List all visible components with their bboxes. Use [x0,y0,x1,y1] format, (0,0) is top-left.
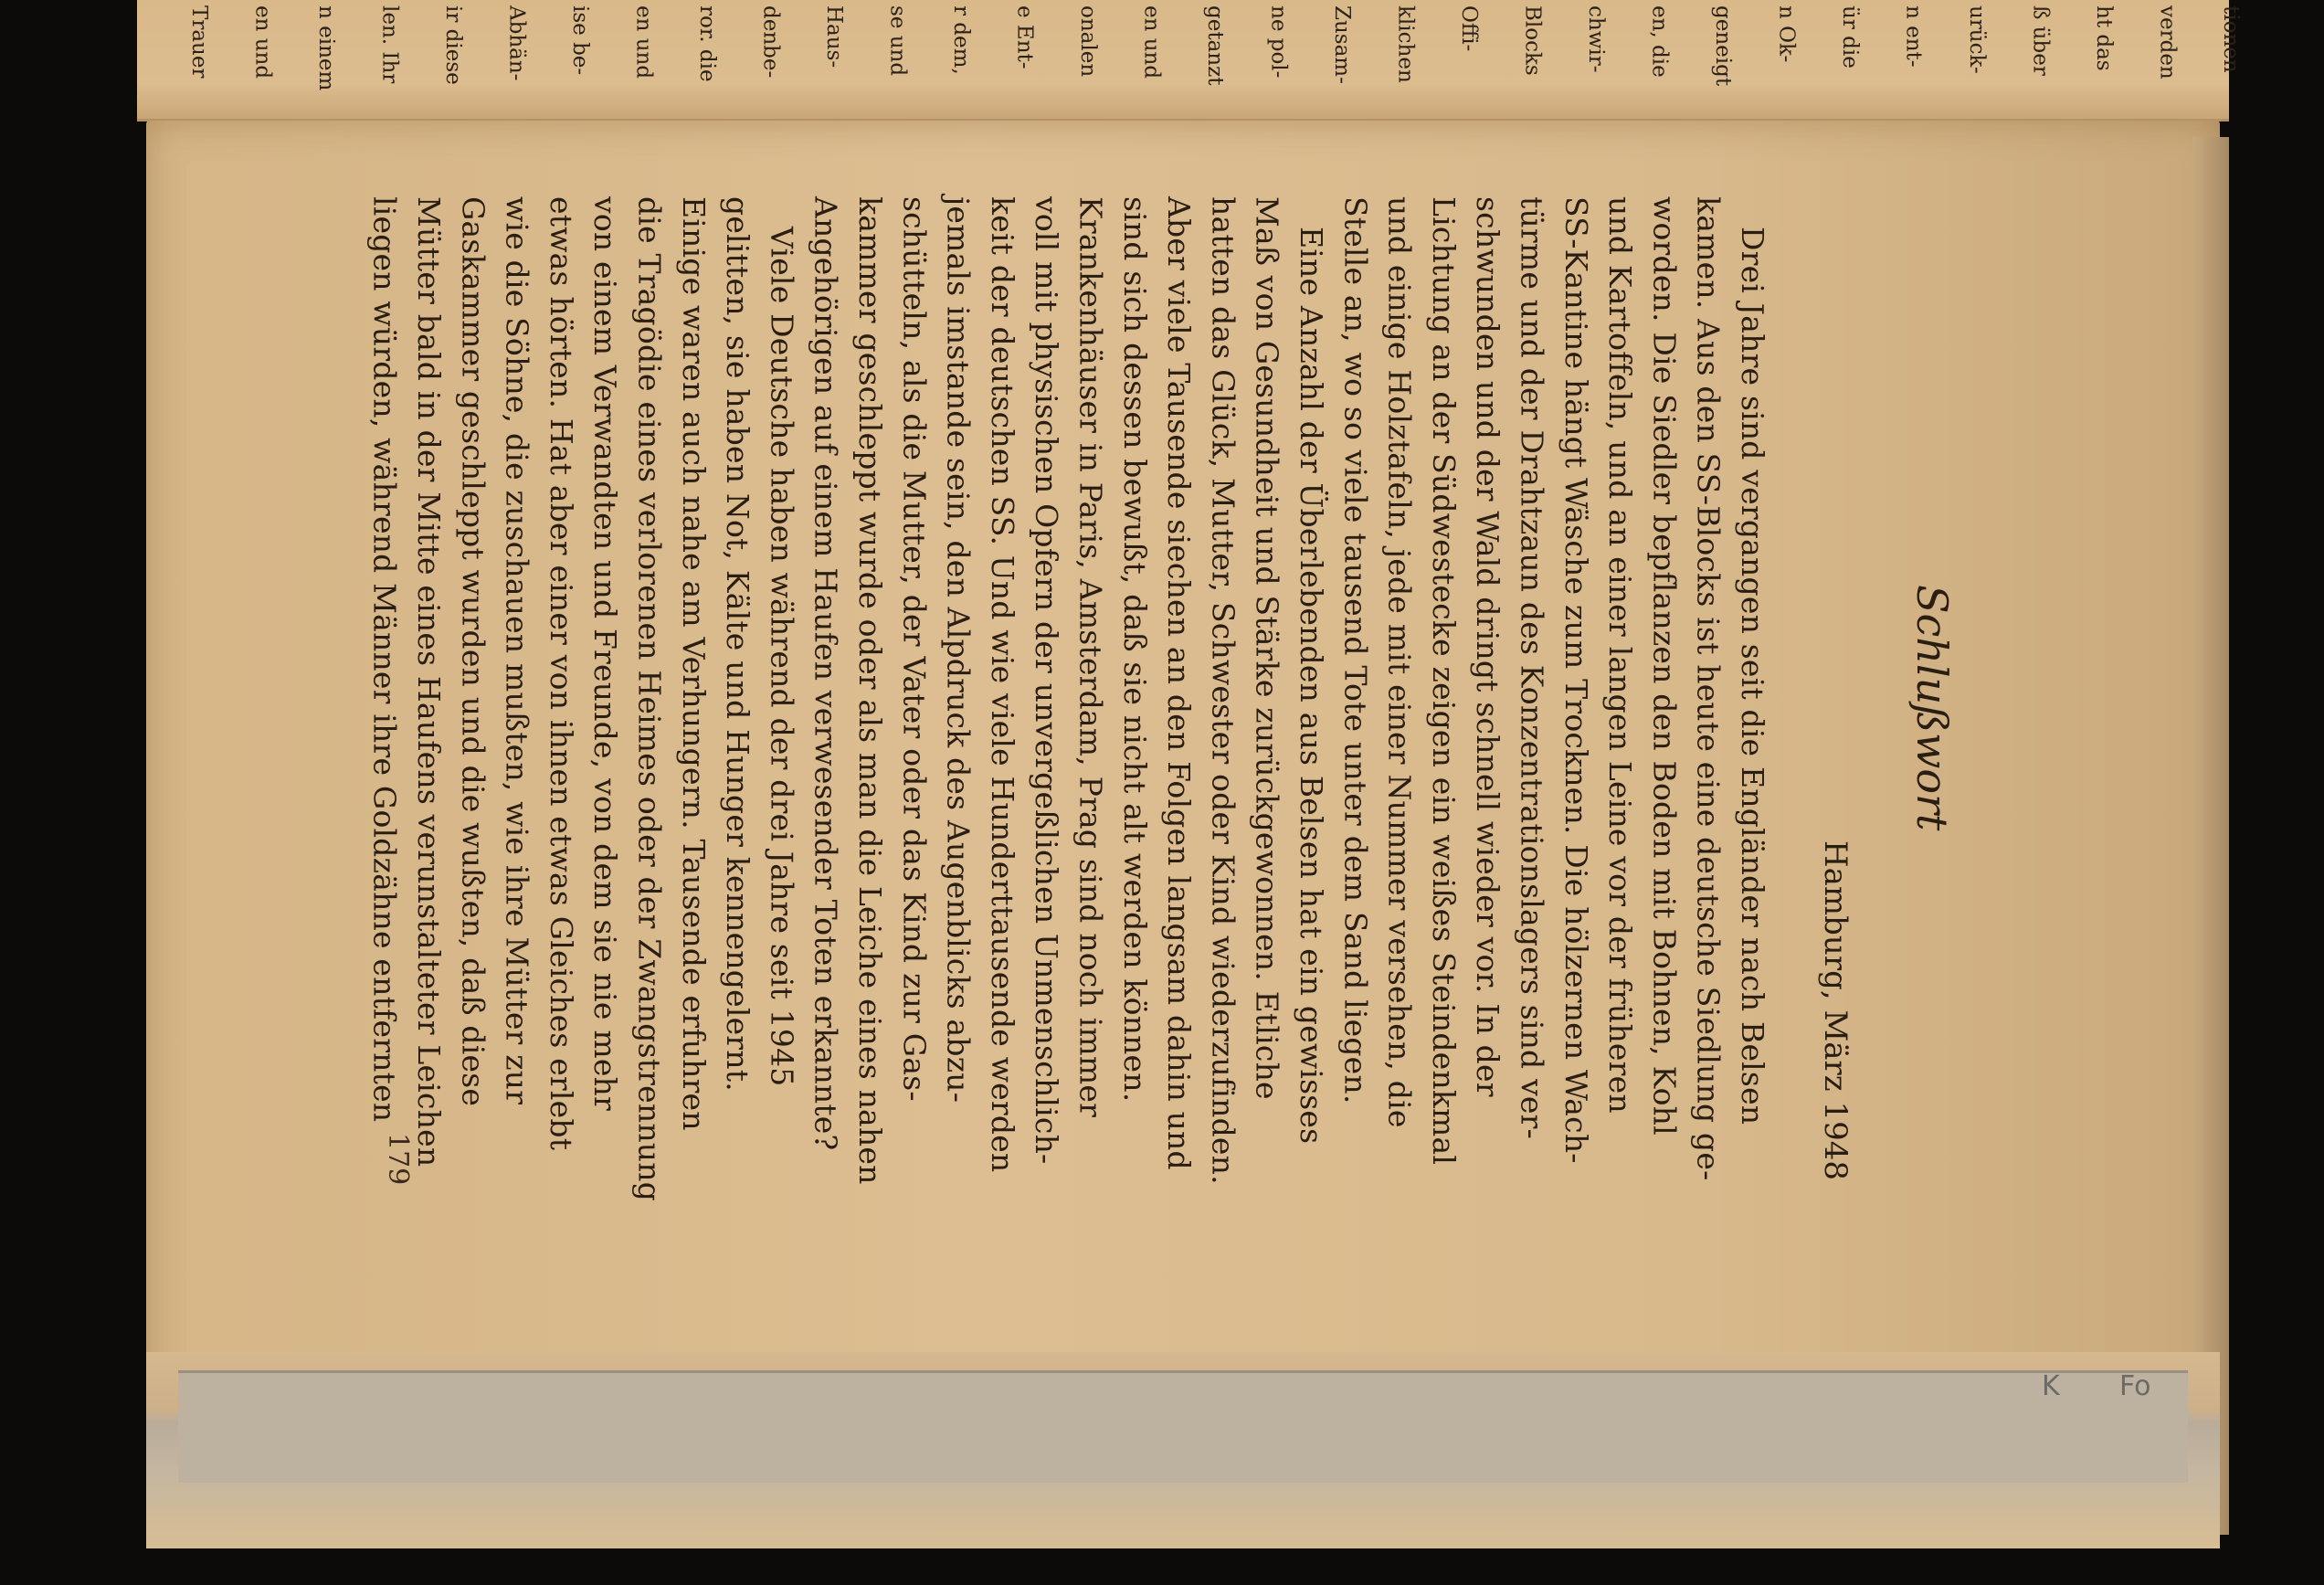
text-line: Lichtung an der Südwestecke zeigen ein weißes Steindenkmal [1425,196,1462,1166]
page-number: 179 [382,1133,414,1186]
previous-page-line: urück- [1965,5,1989,74]
text-line: die Tragödie eines verlorenen Heimes oder der Zwangstrennung [631,196,668,1202]
previous-page-line: ür die [1838,5,1862,69]
text-line: Viele Deutsche haben während der drei Jahre seit 1945 [764,227,800,1087]
text-line: Einige waren auch nahe am Verhungern. Tausende erfuhren [675,196,712,1131]
text-line: Drei Jahre sind vergangen seit die Engländer nach Belsen [1735,227,1770,1125]
previous-page-line: getanzt [1203,5,1227,86]
previous-page-line: Blocks [1520,5,1545,76]
previous-page-line: denbe- [758,5,783,79]
text-line: kammer geschleppt wurde oder als man die Leiche eines nahen [852,196,888,1185]
previous-page-line: n Ok- [1774,5,1799,63]
margin-mark-k: K [2042,1370,2060,1402]
previous-page-line: len. Ihr [377,5,402,84]
previous-page-line: chwir- [1584,5,1608,73]
previous-page-line: ir diese [441,5,465,85]
previous-page-line: verden [2155,5,2180,79]
previous-page-line: ise be- [568,5,592,76]
text-line: Aber viele Tausende siechen an den Folgen langsam dahin und [1161,196,1198,1170]
text-line: keit der deutschen SS. Und wie viele Hunderttausende werden [984,196,1020,1173]
previous-page-line: Haus- [822,5,846,69]
previous-page-line: ht das [2092,5,2116,71]
text-line: sind sich dessen bewußt, daß sie nicht alt werden können. [1116,196,1153,1103]
text-line: worden. Die Siedler bepflanzen den Boden mit Bohnen, Kohl [1646,196,1683,1136]
previous-page-line: ror. die [695,5,719,82]
previous-page-line: geneigt [1711,5,1735,87]
text-line: voll mit physischen Opfern der unvergeßlichen Unmenschlich- [1029,196,1065,1165]
text-line: Krankenhäuser in Paris, Amsterdam, Prag sind noch immer [1072,196,1109,1118]
previous-page-line: n einem [314,5,338,91]
text-line: türme und der Drahtzaun des Konzentrationslagers sind ver- [1514,196,1550,1139]
previous-page-line: n ent- [1901,5,1926,68]
previous-page-line: en und [250,5,275,79]
text-line: schütteln, als die Mutter, der Vater oder das Kind zur Gas- [896,196,933,1102]
previous-page-line: e Ent- [1012,5,1037,69]
text-line: Stelle an, wo so viele tausend Tote unter dem Sand liegen. [1337,196,1374,1104]
previous-page-line: Offi- [1457,5,1481,52]
previous-page-line: ne pol- [1266,5,1291,79]
previous-page-line: ß über [2028,5,2053,76]
previous-page-line: en, die [1647,5,1672,78]
chapter-title: Schlußwort [1907,585,1957,831]
text-line: Mütter bald in der Mitte eines Haufens verunstalteter Leichen [411,196,447,1168]
text-line: und Kartoffeln, und an einer langen Leine vor der früheren [1602,196,1639,1114]
text-line: wie die Söhne, die zuschauen mußten, wie ihre Mütter zur [499,196,535,1105]
text-line: Maß von Gesundheit und Stärke zurückgewonnen. Etliche [1249,196,1285,1100]
text-line: jemals imstande sein, den Alpdruck des Augenblicks abzu- [940,196,977,1104]
text-line: etwas hörten. Hat aber einer von ihnen etwas Gleiches erlebt [543,196,579,1151]
previous-page-line: tionen [2219,5,2243,73]
previous-page-line: r dem, [949,5,973,75]
text-line: Gaskammer geschleppt wurden und die wußten, daß diese [455,196,491,1107]
previous-page-line: klichen [1393,5,1418,83]
previous-page-line: onalen [1076,5,1100,78]
previous-page-line: en und [1139,5,1164,79]
previous-page-line: Abhän- [504,5,529,81]
dateline: Hamburg, März 1948 [1817,840,1854,1181]
text-line: schwunden und der Wald dringt schnell wieder vor. In der [1470,196,1506,1097]
text-line: Angehörigen auf einem Haufen verwesender Toten erkannte? [808,196,844,1151]
previous-page-line: Trauer [187,5,211,79]
text-line: von einem Verwandten und Freunde, von dem sie nie mehr [587,196,624,1111]
previous-page-line: en und [631,5,656,79]
previous-page-line: se und [885,5,910,77]
text-line: gelitten, sie haben Not, Kälte und Hunger kennengelernt. [720,196,756,1092]
previous-page-line: Zusam- [1330,5,1354,84]
text-line: Eine Anzahl der Überlebenden aus Belsen hat ein gewisses [1294,227,1329,1145]
text-line: kamen. Aus den SS-Blocks ist heute eine deutsche Siedlung ge- [1690,196,1727,1181]
text-line: SS-Kantine hängt Wäsche zum Trocknen. Die hölzernen Wach- [1558,196,1594,1164]
text-line: und einige Holztafeln, jede mit einer Nummer versehen, die [1381,196,1418,1128]
margin-mark-fo: Fo [2119,1370,2151,1402]
text-line: hatten das Glück, Mutter, Schwester oder Kind wiederzufinden. [1205,196,1241,1185]
text-line: liegen würden, während Männer ihre Goldzähne entfernten [366,196,403,1123]
